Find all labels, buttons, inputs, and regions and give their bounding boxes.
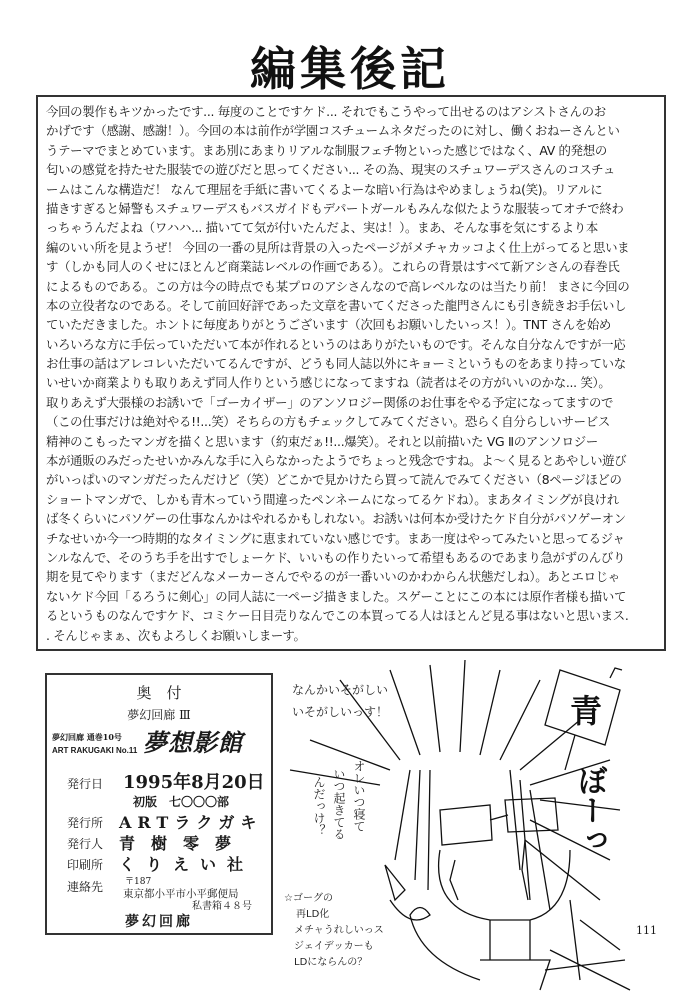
contact-po-box: 私書箱４８号: [192, 901, 252, 912]
afterword-line: かげです（感謝、感謝！）。今回の本は前作が学園コスチュームネタだったのに対し、働くおねーさんとい: [46, 123, 620, 139]
date-label: 発行日: [67, 777, 104, 791]
speech-busy-line2: いそがしいっす！: [292, 705, 389, 719]
page-title: 編集後記: [250, 42, 450, 96]
colophon-volume: 夢幻回廊 通巻10号: [52, 732, 122, 742]
speech-busy-line1: なんかいそがしい: [292, 683, 389, 697]
speech-sleep-line1: オレいつ寝て: [352, 760, 366, 832]
afterword-line: ば冬くらいにパソゲーの仕事なんかはやれるかもしれない。お誘いは何本か受けたケド自分がパソゲーオン: [46, 511, 626, 527]
note-line5: LDにならんの？: [294, 957, 368, 968]
speech-sleep-line3: んだっけ？: [312, 776, 326, 836]
afterword-line: っちゃうんだよね（ワハハ... 描いてて気が付いたんだよ、実は！）。まあ、そんな事を気にするより本: [46, 220, 598, 236]
afterword-line: お仕事の話はアレコレいただいてるんですが、どうも同人誌以外にキョーミというものをあまり持っていな: [46, 356, 626, 372]
afterword-line: 本が通販のみだったせいかみんな手に入らなかったようでちょっと残念ですね。よ～く見るとあやしい遊び: [46, 453, 627, 469]
sfx-text: ぼーっ: [572, 765, 607, 855]
afterword-line: いせいか商業よりも取りあえず同人作りという感じになってますね（読者はその方がいいのかな... 笑）。: [46, 375, 611, 391]
afterword-line: ショートマンガで、しかも青木っていう間違ったペンネームになってるケドね）。まあタイミングが良けれ: [46, 491, 619, 507]
colophon-series: 夢幻回廊 Ⅲ: [127, 708, 191, 722]
afterword-line: す（しかも同人のくせにほとんど商業誌レベルの作画である）。これらの背景はすべて新アシさんの春巻氏: [46, 259, 620, 275]
afterword-line: 描きすぎると婦警もスチュワーデスもバスガイドもデパートガールもみんな似たような服装ってオチで終わ: [46, 200, 624, 216]
afterword-line: ームはこんな構造だ！ なんて理屈を手紙に書いてくるよーな暗い行為はやめましょうね(笑)。リアルに: [46, 181, 603, 197]
note-line1: ☆ゴーグの: [284, 893, 333, 904]
contact-postal: 〒187: [125, 877, 152, 887]
afterword-line: . そんじゃまぁ、次もよろしくお願いしまーす。: [46, 627, 306, 643]
afterword-line: いろいろな方に手伝っていただいて本が作れるというのはありがたいものです。そんな自分なんですが一応: [46, 336, 626, 352]
colophon-book-title: 夢想影館: [143, 728, 243, 757]
publisher-value: ARTラクガキ: [119, 813, 263, 832]
afterword-line: がいっぱいのマンガだったんだけど（笑）どこかで見かけたら買って読んでみてください（8ページほどの: [46, 472, 622, 488]
colophon-heading: 奥 付: [136, 684, 182, 702]
afterword-line: チなせいか今一つ時期的なタイミングに恵まれていない感じです。まあ一度はやってみたいと思ってるジャ: [46, 530, 625, 546]
speech-sleep-line2: いつ起きてる: [332, 768, 346, 840]
contact-label: 連絡先: [67, 880, 104, 894]
colophon-box: [45, 673, 273, 935]
afterword-line: によるものである。この方は今の時点でも某プロのアシさんなので高レベルなのは当たり前！ まさに今回の: [46, 278, 630, 294]
afterword-line: 今回の製作もキツかったです... 毎度のことですケド... それでもこうやって出せるのはアシストさんのお: [46, 104, 606, 119]
issuer-label: 発行人: [67, 837, 104, 851]
contact-address: 東京都小平市小平郵便局: [123, 888, 239, 900]
date-value: 1995年8月20日: [123, 772, 265, 793]
colophon-art-rakugaki: ART RAKUGAKI No.11: [52, 746, 138, 755]
note-line4: ジェイデッカーも: [294, 941, 374, 952]
circle-name: 夢幻回廊: [125, 914, 193, 930]
afterword-line: ないケド今回「るろうに剣心」の同人誌に一ページ描きました。スゲーことにこの本には原作者様も描いて: [46, 588, 627, 604]
page-number: 111: [636, 924, 657, 937]
afterword-line: 編のいい所を見ようぜ！ 今回の一番の見所は背景の入ったページがメチャカッコよく仕上がってると思いま: [46, 239, 630, 255]
afterword-line: 本の立役者なのである。そして前回好評であった文章を書いてくださった龍門さんにも引き続きお手伝いし: [46, 297, 627, 313]
printer-value: くりえい社: [119, 855, 255, 874]
afterword-line: 匂いの感覚を持たせた服装での遊びだと思ってください... その為、現実のスチュワーデスさんのコスチュ: [46, 162, 615, 178]
note-line3: メチャうれしいっス: [294, 925, 384, 936]
publisher-label: 発行所: [67, 816, 104, 830]
printer-label: 印刷所: [67, 858, 104, 872]
edition: 初版 七〇〇〇部: [133, 795, 230, 809]
issuer-value: 青樹零夢: [119, 834, 248, 853]
afterword-line: るというものなんですケド、コミケー日目売りなんでこの本買ってる人はほとんど見る事はないと思いまス.: [46, 608, 629, 624]
afterword-line: 期を見てやります（まだどんなメーカーさんでやるのが一番いいのかわからん状態だしね）。あとエロじゃ: [46, 569, 620, 585]
afterword-line: （この仕事だけは絶対やる!!...笑）そちらの方もチェックしてみてください。恐らく自分らしいサービス: [46, 414, 610, 430]
note-line2: 再LD化: [296, 909, 330, 920]
afterword-line: ンルなんで、そのうち手を出すでしょーケド、いいもの作りたいって希望もあるのであまり急がずのんびり: [46, 549, 626, 565]
afterword-line: 精神のこもったマンガを描くと思います（約束だぁ!!...爆笑）。それと以前描いた VG Ⅱのアンソロジー: [46, 433, 598, 449]
afterword-text-box: [36, 95, 666, 651]
afterword-line: うテーマでまとめています。まあ別にあまりリアルな制服フェチ物といった感じではなく、AV 的発想の: [46, 142, 607, 158]
afterword-line: 取りあえず大張様のお誘いで「ゴーカイザー」のアンソロジー関係のお仕事をやる予定になってますので: [46, 394, 614, 410]
afterword-line: ていただきました。ホントに毎度ありがとうございます（次回もお願いしたいっス！）。TNT さんを始め: [46, 317, 612, 333]
sign-text: 青: [570, 692, 603, 730]
